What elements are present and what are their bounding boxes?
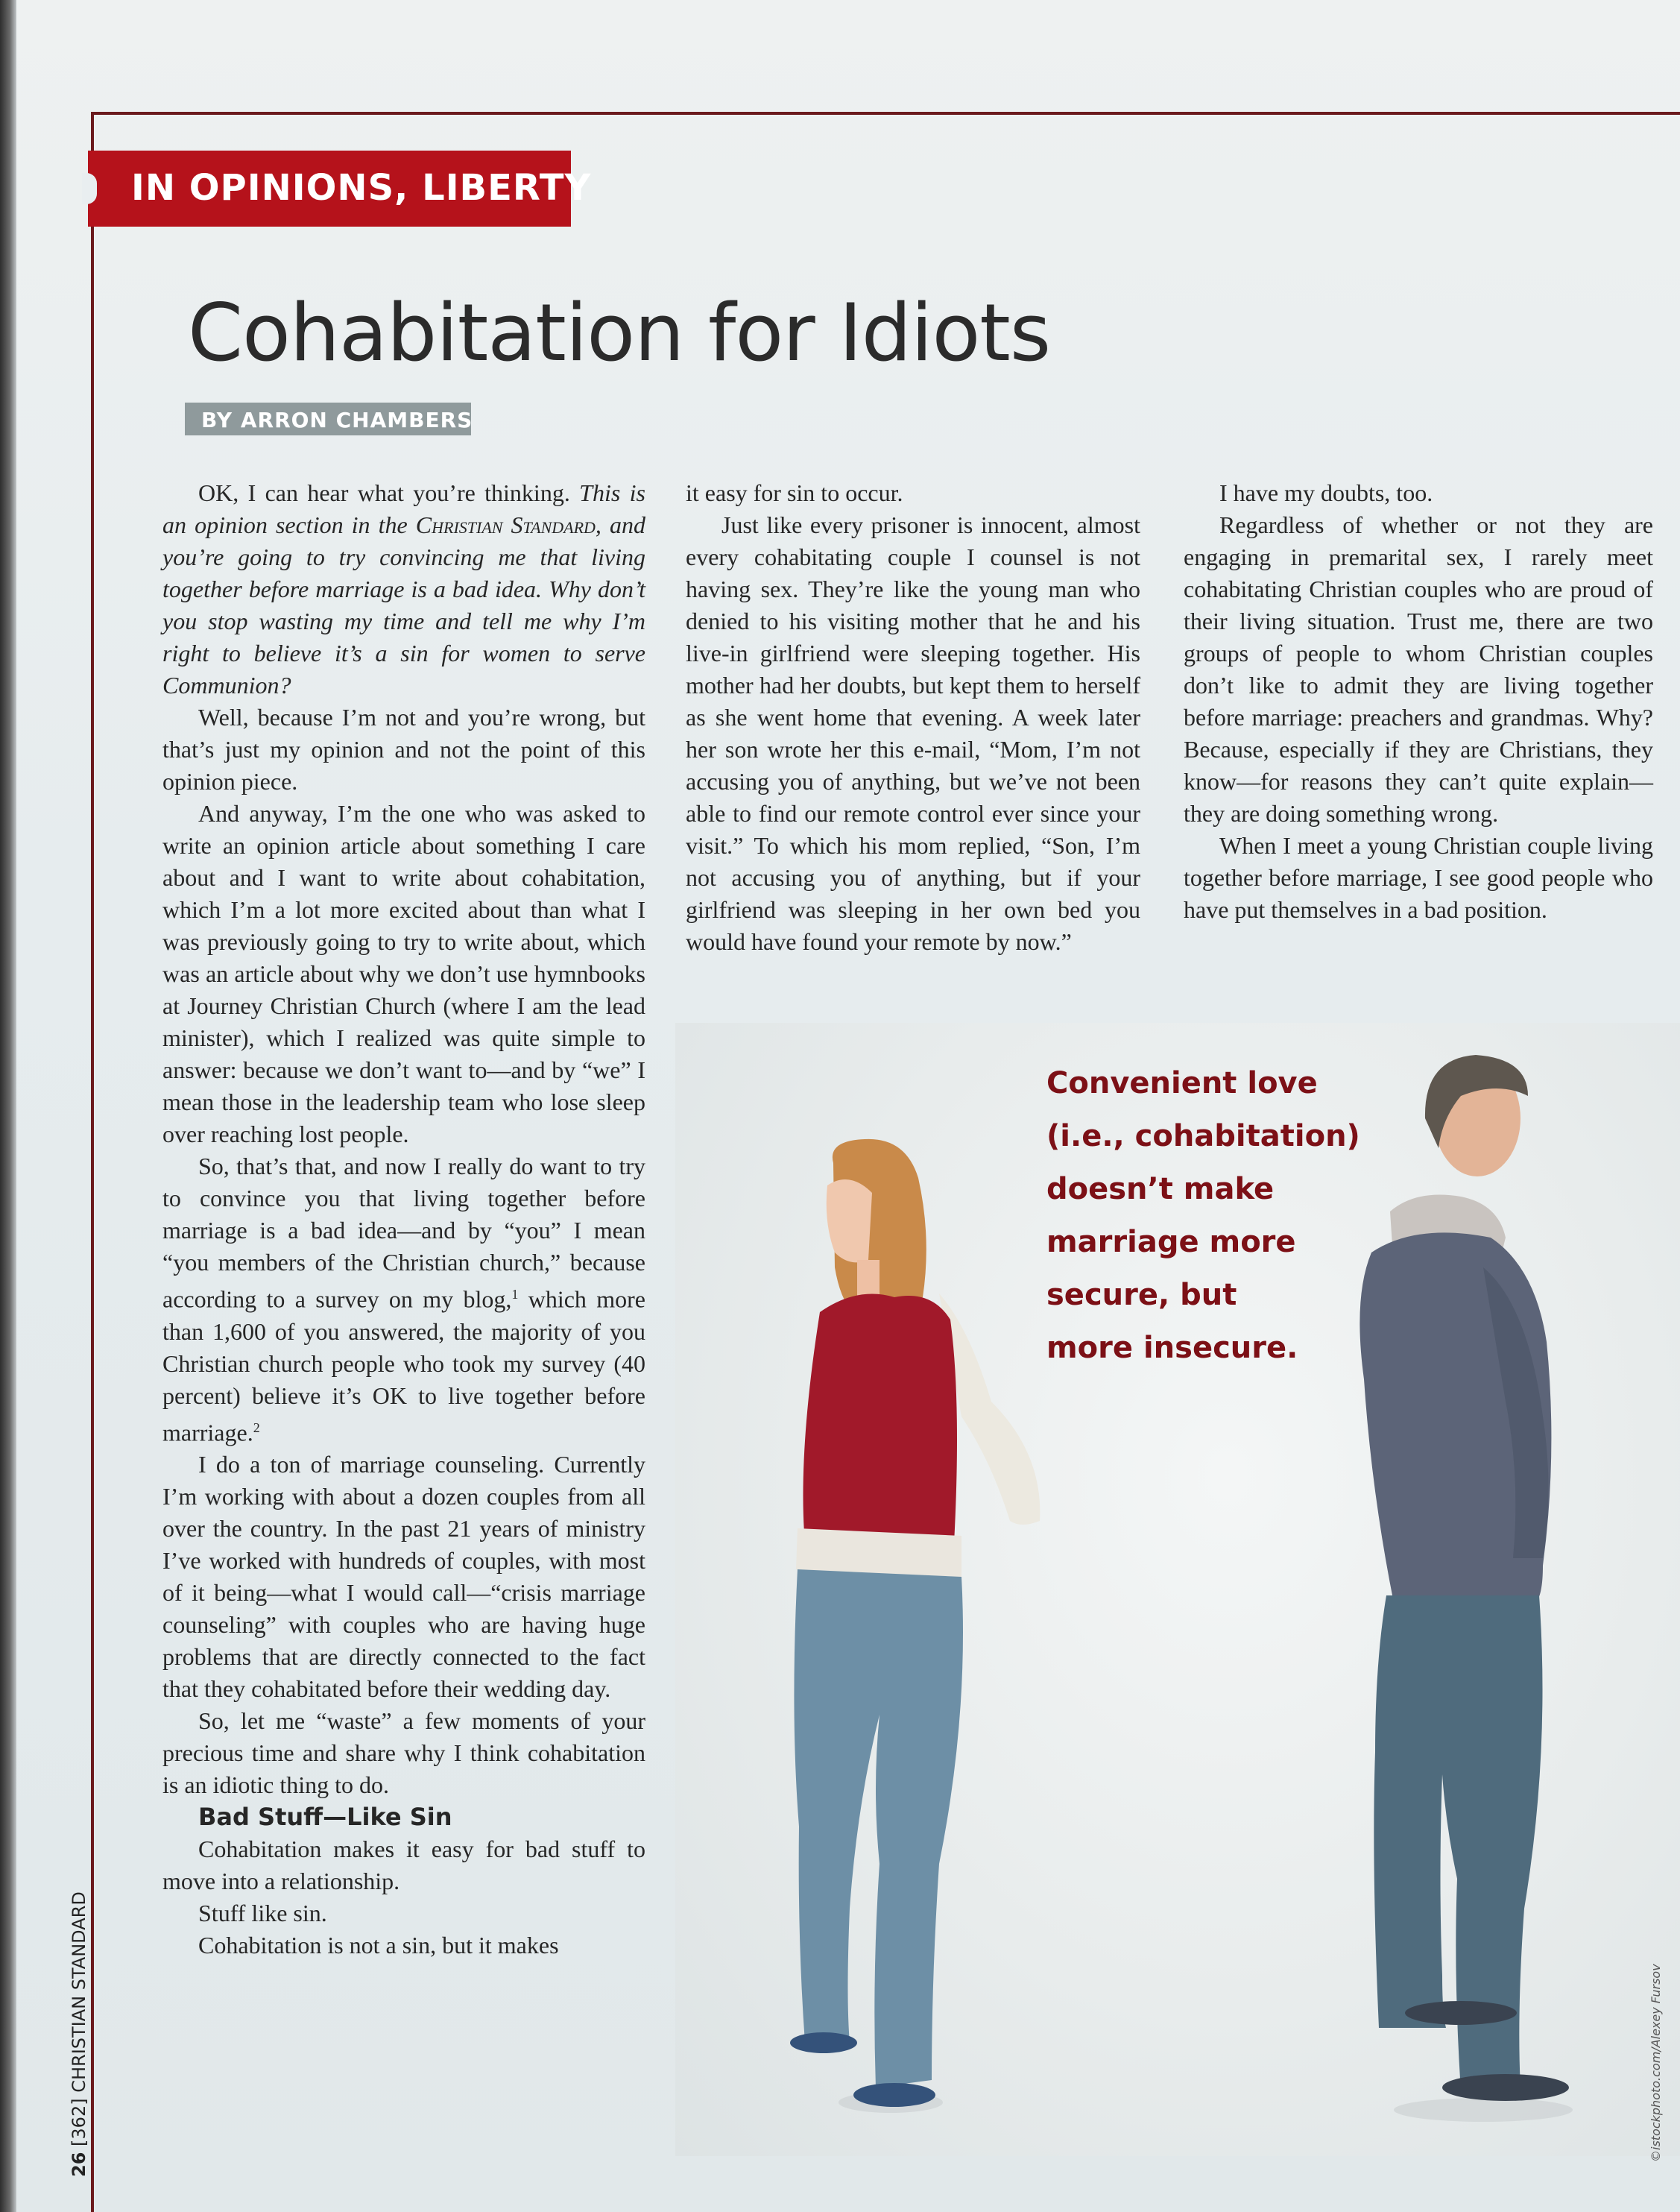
survey-text-a: So, that’s that, and now I really do want to try to convince you that living together before marriage is a bad idea—and by “you” I mean “you members of the Christian church,” because according to a survey on my blog, <box>162 1153 645 1313</box>
pull-quote-line: (i.e., cohabitation) <box>1046 1119 1360 1153</box>
intro-plain-text: OK, I can hear what you’re thinking. <box>198 479 580 506</box>
paragraph: Cohabitation makes it easy for bad stuff to move into a relationship. <box>162 1836 645 1895</box>
paragraph: And anyway, I’m the one who was asked to write an opinion article about something I care about and I want to write about cohabitation, which I’m a lot more excited about than what I was previously going to try to write about, which was an article about why we don’t use hymnbooks at Journey Christian Church (where I am the lead minister), which I realized was quite simple to answer: because we don’t want to—and by “we” I mean those in the leadership team who lose sleep over reaching lost people. <box>162 800 645 1147</box>
subhead: Bad Stuff—Like Sin <box>198 1803 452 1832</box>
paragraph: I have my doubts, too. <box>1219 479 1433 506</box>
intro-publication-name: Christian Standard <box>415 511 596 538</box>
page-folio <box>69 1891 89 2177</box>
byline-text: BY ARRON CHAMBERS <box>201 408 473 432</box>
paragraph: When I meet a young Christian couple living together before marriage, I see good people who have put themselves in a bad position. <box>1184 832 1653 923</box>
footnote-marker: 1 <box>511 1287 519 1302</box>
pull-quote-line: marriage more <box>1046 1225 1296 1259</box>
survey-text-b: which more than 1,600 of you answered, the majority of you Christian church people who took my survey (40 percent) believe it’s OK to live together before marriage. <box>162 1285 646 1446</box>
pull-quote-line: secure, but <box>1046 1278 1237 1312</box>
page-number: 26 <box>69 2152 89 2177</box>
paragraph: it easy for sin to occur. <box>686 479 903 506</box>
paragraph: Cohabitation is not a sin, but it makes <box>198 1932 559 1959</box>
article-title: Cohabitation for Idiots <box>188 287 1051 379</box>
pull-quote-line: Convenient love <box>1046 1066 1318 1100</box>
issue-page-number: [362] <box>69 2098 89 2146</box>
paragraph: Regardless of whether or not they are engaging in premarital sex, I rarely meet cohabitating Christian couples who are proud of their living situation. Trust me, there are two groups of people to whom Christian couples don’t like to admit they are living together before marriage: preachers and grandmas. Why? Because, especially if they are Christians, they know—for reasons they can’t quite explain—they are doing something wrong. <box>1184 511 1653 827</box>
woman-figure <box>790 1139 1040 2113</box>
paragraph: Stuff like sin. <box>198 1900 327 1927</box>
pull-quote-line: more insecure. <box>1046 1331 1298 1365</box>
paragraph: So, let me “waste” a few moments of your precious time and share why I think cohabitation is an idiotic thing to do. <box>162 1707 645 1799</box>
pull-quote <box>1046 1057 1360 1375</box>
section-tag-label: IN OPINIONS, LIBERTY <box>131 167 592 209</box>
paragraph: Well, because I’m not and you’re wrong, but that’s just my opinion and not the point of this opinion piece. <box>162 704 645 795</box>
footnote-marker: 2 <box>253 1419 260 1435</box>
publication-name: CHRISTIAN STANDARD <box>69 1891 89 2093</box>
intro-italic-text-a: This is an opinion section in the <box>162 479 646 538</box>
man-figure <box>1360 1055 1573 2122</box>
intro-italic-text-b: , and you’re going to try convincing me that living together before marriage is a bad idea. Why don’t you stop wasting my time and tell me why I’m right to believe it’s a sin for women to serve Communion? <box>162 511 645 699</box>
paragraph: Just like every prisoner is innocent, almost every cohabitating couple I counsel is not having sex. They’re like the young man who denied to his visiting mother that he and his live-in girlfriend were sleeping together. His mother had her doubts, but kept them to herself as she went home that evening. A week later her son wrote her this e-mail, “Mom, I’m not accusing you of anything, but we’ve not been able to find our remote control ever since your visit.” To which his mom replied, “Son, I’m not accusing you of anything, but if your girlfriend was sleeping in her own bed you would have found your remote by now.” <box>686 511 1140 955</box>
pull-quote-line: doesn’t make <box>1046 1172 1275 1206</box>
paragraph: I do a ton of marriage counseling. Currently I’m working with about a dozen couples from all over the country. In the past 21 years of ministry I’ve worked with hundreds of couples, with most of it being—what I would call—“crisis marriage counseling” with couples who are having huge problems that are directly connected to the fact that they cohabitated before their wedding day. <box>162 1451 645 1703</box>
photo-credit: ©istockphoto.com/Alexey Fursov <box>1649 1964 1663 2162</box>
